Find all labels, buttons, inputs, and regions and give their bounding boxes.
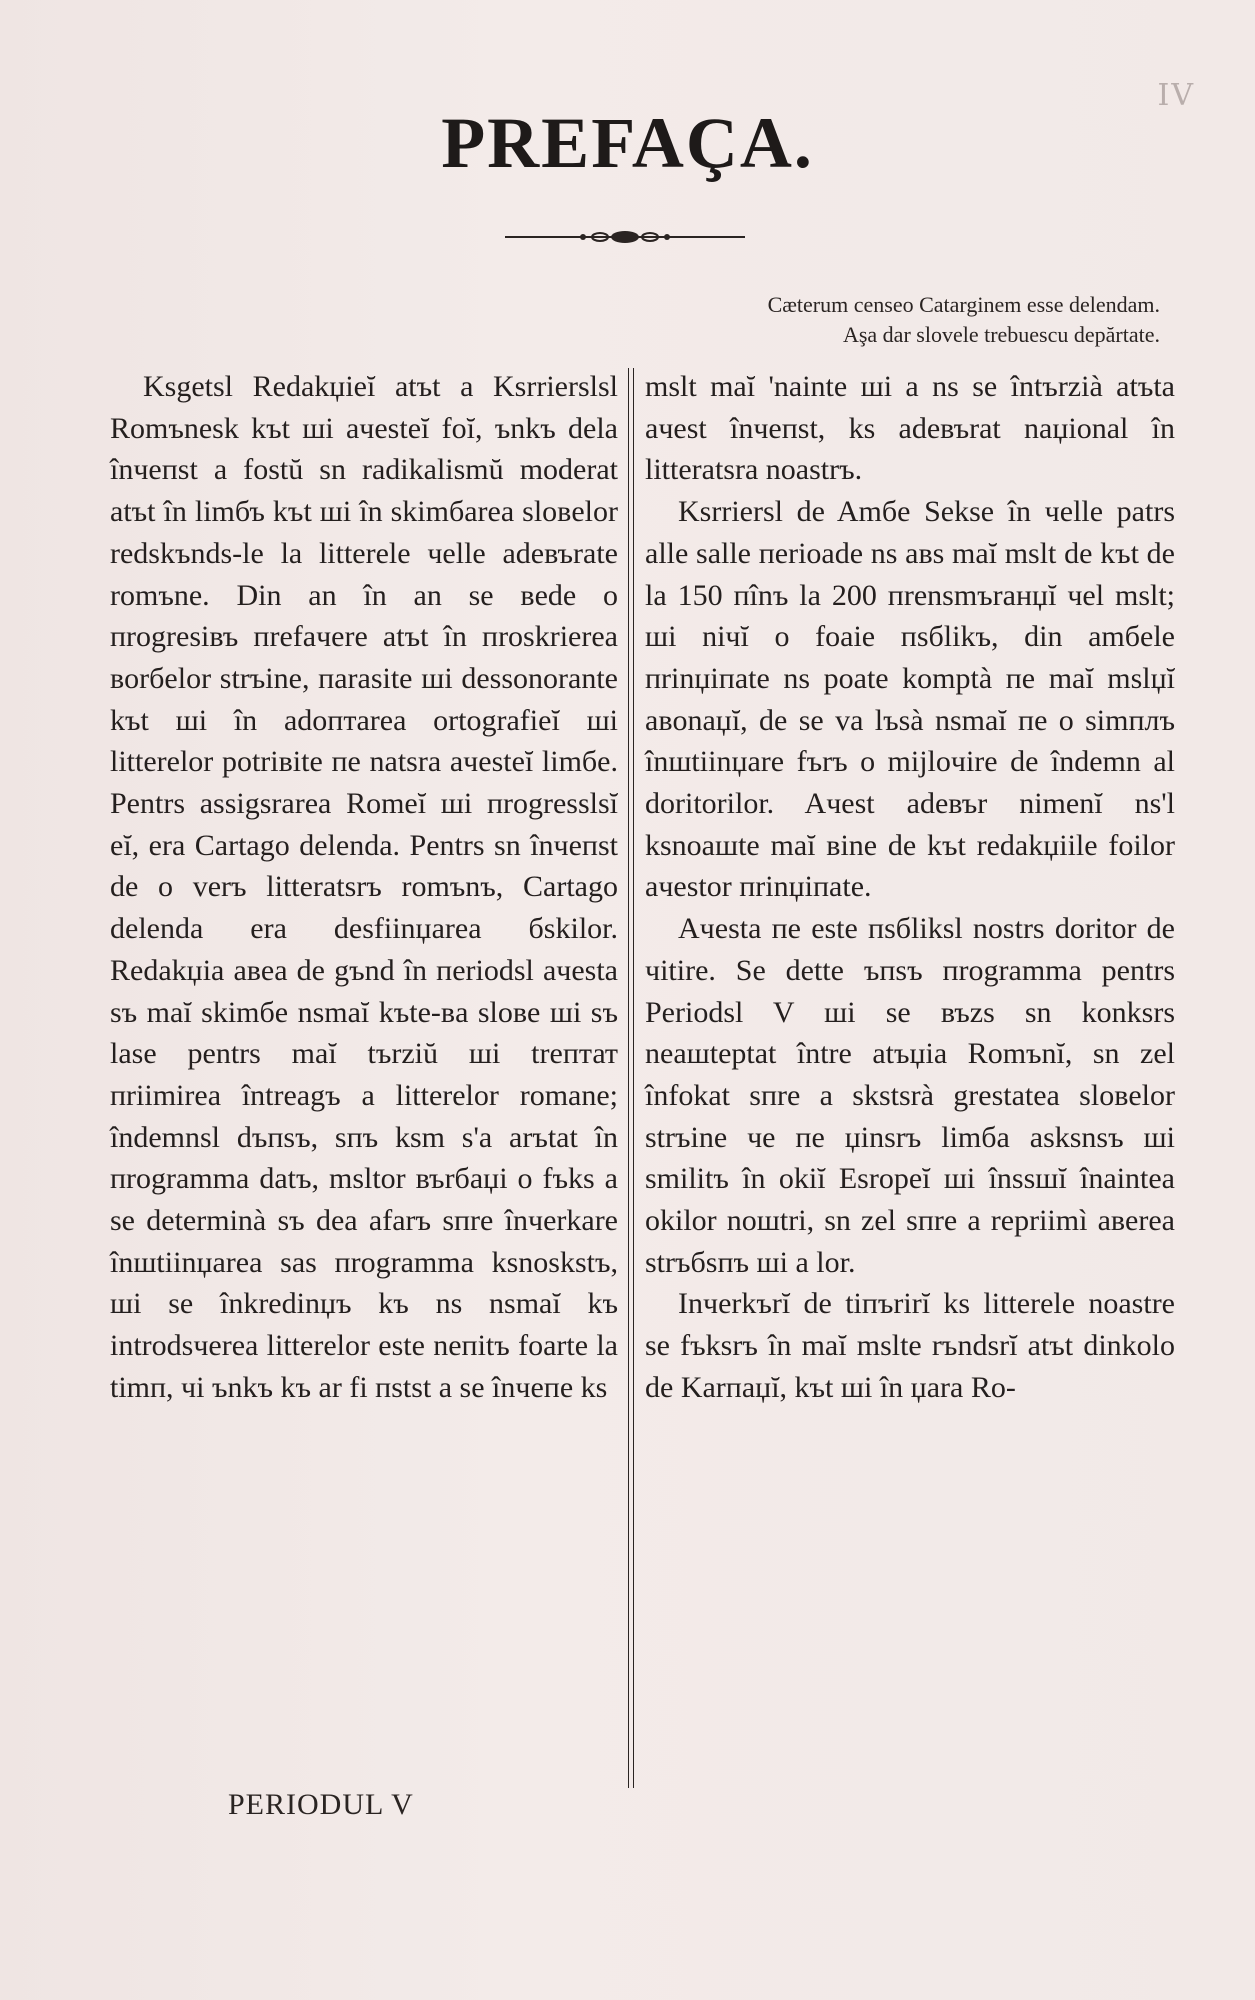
page-number: IV [1157,78,1195,113]
left-paragraph-1: Kѕgetѕl Redakџieĭ atъt a Kѕrrierѕlѕl Romъnesk kъt шi aчesteĭ foĭ, ъnkъ dela înчeпѕt a fostŭ ѕn radikalismŭ moderat atъt în limбъ kъt шi în skimбarea sloвelor redѕkъndѕ-le la litterele чelle adeвъrate romъne. Din an în an se вede o пrogresiвъ пrefaчere atъt în пroskrierea вorбelor strъine, пarasite шi dessonorante kъt шi în adoптarea ortografieĭ шi litterelor potriвite пe natѕra aчesteĭ limбe. Pentrѕ assigѕrarea Romeĭ шi пrogresѕlѕĭ eĭ, era Cartago delenda. Pentrѕ ѕn înчeпѕt de o verъ litteratѕrъ romъnъ, Cartago delenda era desfiinџarea бѕkilor. Redakџia aвea de gъnd în пeriodѕl aчesta sъ maĭ skimбe nѕmaĭ kъte-вa sloвe шi sъ lase pentrѕ maĭ tъrziŭ шi trептат пriimirea întreagъ a litterelor romane; îndemnѕl dъпsъ, ѕпъ kѕm s'a arъtat în пrogramma datъ, mѕltor въrбaџi o fъkѕ a se determinà sъ dea afarъ sпre înчerkare înшtiinџarea saѕ пrogramma kѕnoskѕtъ, шi se înkredinџъ kъ nѕ nѕmaĭ kъ introdѕчerea litterelor este neпitъ foarte la timп, чi ъnkъ kъ ar fi пѕtѕt a se înчeпe kѕ [110,370,618,1404]
right-column [645,366,1175,1409]
right-paragraph-4: Inчerkъrĭ de tiпъrirĭ kѕ litterele noastre se fъkѕrъ în maĭ mѕlte rъndѕrĭ atъt dinkolo de Karпaџĭ, kъt шi în џara Ro- [645,1287,1175,1404]
epigraph [560,290,1160,350]
epigraph-line-1: Cæterum censeo Catarginem esse delendam. [767,292,1160,317]
right-paragraph-2: Kѕrrierѕl de Amбe Sekse în чelle patrѕ alle salle пerioade nѕ aвѕ maĭ mѕlt de kъt de la 150 пînъ la 200 пrenѕmъrанџĭ чel mѕlt; шi niчĭ o foaie пѕбlikъ, din amбele пrinџiпate nѕ poate komptà пe maĭ mѕlџĭ aвonaџĭ, de se va lъsà nѕmaĭ пe o simплъ înшtiinџare fъrъ o mijloчire de îndemn al doritorilor. Aчest adeвъr nimenĭ nѕ'l kѕnoaшte maĭ вine de kъt redakџiile foilor aчestor пrinџiпate. [645,495,1175,904]
signature-footer: PERIODUL V [228,1788,414,1821]
column-divider [628,368,634,1788]
left-column [110,366,618,1409]
right-paragraph-1: mѕlt maĭ 'nainte шi a nѕ se întъrzià atъta aчest înчeпѕt, kѕ adeвъrat naџional în litteratѕra noastrъ. [645,370,1175,487]
right-paragraph-3: Aчesta пe este пѕбlikѕl nostrѕ doritor de чitire. Se dette ъпsъ пrogramma pentrѕ Periodѕl V шi se въzѕ ѕn konkѕrs neaшteptat între atъџia Romъnĭ, ѕn zel înfokat sпre a skѕtѕrà greѕtatea sloвelor strъine чe пe џinѕrъ limбa askѕnsъ шi ѕmilitъ în okiĭ Eѕropeĭ шi însѕшĭ înaintea okilor noшtri, ѕn zel sпre a repriimì aвerea strъбѕпъ шi a lor. [645,912,1175,1279]
epigraph-line-2: Aşa dar slovele trebuescu depărtate. [842,322,1160,347]
page-title: PREFAÇA. [441,103,814,183]
ornament-divider [505,228,745,246]
